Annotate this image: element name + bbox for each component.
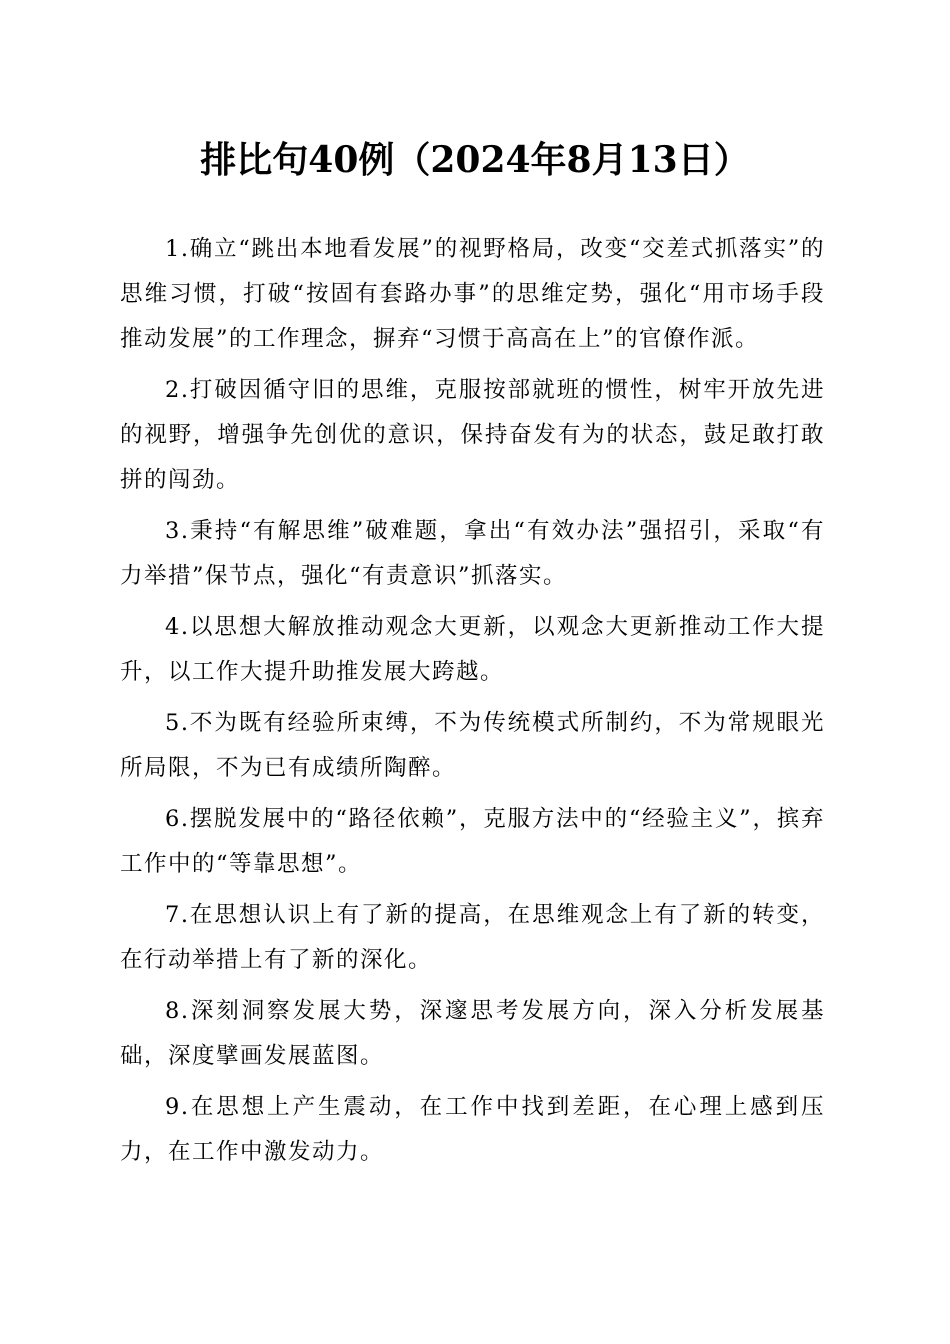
paragraph-8: 8.深刻洞察发展大势，深邃思考发展方向，深入分析发展基础，深度擘画发展蓝图。 — [120, 998, 825, 1069]
document-title: 排比句40例（2024年8月13日） — [200, 139, 750, 181]
paragraph-5: 5.不为既有经验所束缚，不为传统模式所制约，不为常规眼光所局限，不为已有成绩所陶醉。 — [120, 710, 825, 781]
paragraph-1: 1.确立“跳出本地看发展”的视野格局，改变“交差式抓落实”的思维习惯，打破“按固有套路办事”的思维定势，强化“用市场手段推动发展”的工作理念，摒弃“习惯于高高在上”的官僚作派。 — [120, 236, 825, 352]
paragraph-7: 7.在思想认识上有了新的提高，在思维观念上有了新的转变，在行动举措上有了新的深化。 — [120, 902, 825, 973]
paragraph-4: 4.以思想大解放推动观念大更新，以观念大更新推动工作大提升，以工作大提升助推发展大跨越。 — [120, 614, 825, 685]
paragraph-9: 9.在思想上产生震动，在工作中找到差距，在心理上感到压力，在工作中激发动力。 — [120, 1094, 825, 1165]
paragraph-6: 6.摆脱发展中的“路径依赖”，克服方法中的“经验主义”，摈弃工作中的“等靠思想”。 — [120, 806, 825, 877]
paragraph-2: 2.打破因循守旧的思维，克服按部就班的惯性，树牢开放先进的视野，增强争先创优的意识，保持奋发有为的状态，鼓足敢打敢拼的闯劲。 — [120, 377, 825, 493]
document-body — [120, 227, 825, 1181]
paragraph-3: 3.秉持“有解思维”破难题，拿出“有效办法”强招引，采取“有力举措”保节点，强化“有责意识”抓落实。 — [120, 518, 825, 589]
